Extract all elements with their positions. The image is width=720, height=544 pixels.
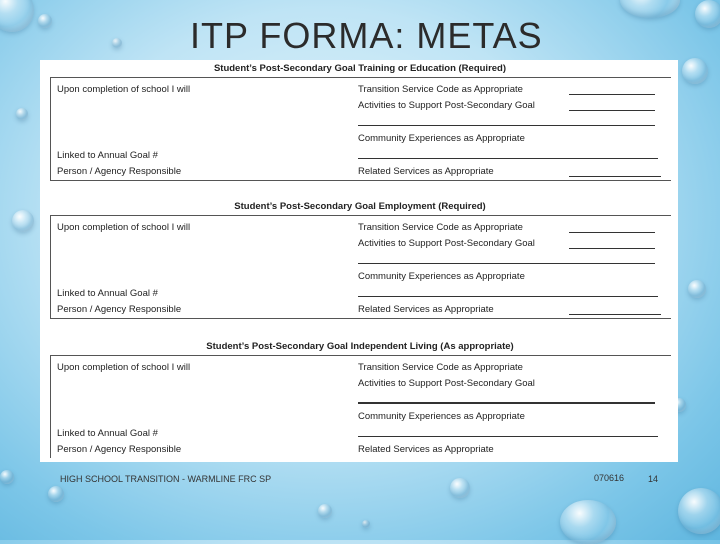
activities-field-extra[interactable] xyxy=(358,402,655,404)
community-label: Community Experiences as Appropriate xyxy=(358,271,525,282)
annual-goal-label: Linked to Annual Goal # xyxy=(57,428,158,439)
section-title: Student’s Post-Secondary Goal Employment (Required) xyxy=(234,201,486,212)
water-bubble xyxy=(0,470,14,484)
page-number: 14 xyxy=(648,474,659,484)
activities-field-extra[interactable] xyxy=(358,125,655,126)
footer-text: HIGH SCHOOL TRANSITION - WARMLINE FRC SP xyxy=(60,474,272,484)
itp-form-sheet xyxy=(40,60,678,462)
water-bubble xyxy=(48,486,64,502)
service-code-label: Transition Service Code as Appropriate xyxy=(358,84,523,95)
completion-label: Upon completion of school I will xyxy=(57,362,191,373)
section-box xyxy=(50,355,671,458)
activities-field[interactable] xyxy=(569,110,655,111)
water-bubble xyxy=(678,488,720,534)
water-bubble xyxy=(362,520,370,528)
water-bubble xyxy=(450,478,470,498)
completion-label: Upon completion of school I will xyxy=(57,84,191,95)
community-field[interactable] xyxy=(358,296,658,297)
section-title: Student’s Post-Secondary Goal Independent Living (As appropriate) xyxy=(206,341,514,352)
related-services-label: Related Services as Appropriate xyxy=(358,166,494,177)
water-bubble xyxy=(318,504,332,518)
community-field[interactable] xyxy=(358,158,658,159)
section-title: Student’s Post-Secondary Goal Training or Education (Required) xyxy=(213,63,507,74)
service-code-field[interactable] xyxy=(569,232,655,233)
annual-goal-label: Linked to Annual Goal # xyxy=(57,288,158,299)
water-bubble xyxy=(620,0,680,18)
activities-field-extra[interactable] xyxy=(358,263,655,264)
service-code-label: Transition Service Code as Appropriate xyxy=(358,222,523,233)
activities-field[interactable] xyxy=(569,248,655,249)
annual-goal-label: Linked to Annual Goal # xyxy=(57,150,158,161)
service-code-field[interactable] xyxy=(569,94,655,95)
responsible-label: Person / Agency Responsible xyxy=(57,444,182,455)
related-services-field[interactable] xyxy=(569,314,661,315)
community-field[interactable] xyxy=(358,436,658,437)
water-bubble xyxy=(682,58,708,84)
footer-date: 070616 xyxy=(594,473,625,483)
water-bubble xyxy=(12,210,34,232)
water-bubble xyxy=(0,0,34,32)
water-bubble xyxy=(112,38,122,48)
section-box xyxy=(50,77,671,181)
slide-title: ITP FORMA: METAS xyxy=(190,15,543,56)
service-code-label: Transition Service Code as Appropriate xyxy=(358,362,523,373)
completion-label: Upon completion of school I will xyxy=(57,222,191,233)
related-services-label: Related Services as Appropriate xyxy=(358,304,494,315)
water-bubble xyxy=(695,0,720,28)
water-bubble xyxy=(560,500,616,544)
related-services-field[interactable] xyxy=(569,176,661,177)
water-bubble xyxy=(38,14,52,28)
activities-label: Activities to Support Post-Secondary Goal xyxy=(358,238,535,249)
responsible-label: Person / Agency Responsible xyxy=(57,166,182,177)
section-box xyxy=(50,215,671,319)
related-services-label: Related Services as Appropriate xyxy=(358,444,494,455)
water-bubble xyxy=(688,280,706,298)
activities-label: Activities to Support Post-Secondary Goal xyxy=(358,378,535,389)
community-label: Community Experiences as Appropriate xyxy=(358,411,525,422)
responsible-label: Person / Agency Responsible xyxy=(57,304,182,315)
water-bubble xyxy=(16,108,28,120)
community-label: Community Experiences as Appropriate xyxy=(358,133,525,144)
activities-label: Activities to Support Post-Secondary Goal xyxy=(358,100,535,111)
